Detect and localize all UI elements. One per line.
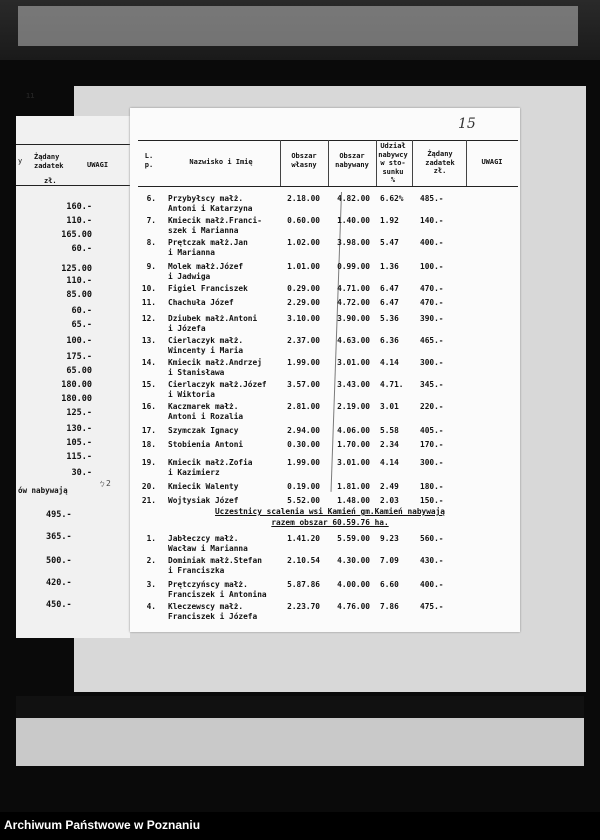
header-divider xyxy=(280,140,281,186)
row-area-acquired: 4.72.00 xyxy=(337,298,370,307)
back-mark: ㄅ2 xyxy=(98,479,111,488)
archive-label: Archiwum Państwowe w Poznaniu xyxy=(4,818,201,832)
row-area-acquired: 1.40.00 xyxy=(337,216,370,225)
row-number: 15. xyxy=(141,380,156,389)
row-deposit: 390.- xyxy=(420,314,444,323)
row-area-acquired: 1.81.00 xyxy=(337,482,370,491)
row-area-own: 1.99.00 xyxy=(287,358,320,367)
header-bottom-rule xyxy=(138,186,518,187)
row-name: Cierlaczyk małż. Wincenty i Maria xyxy=(168,336,244,355)
row-number: 16. xyxy=(141,402,156,411)
row-deposit: 470.- xyxy=(420,284,444,293)
back-sheet xyxy=(16,116,130,638)
row-number: 19. xyxy=(141,458,156,467)
back-value: 30.- xyxy=(71,468,92,478)
row-name: Molek małż.Józef i Jadwiga xyxy=(168,262,244,281)
row-share: 1.92 xyxy=(380,216,399,225)
row-area-own: 2.29.00 xyxy=(287,298,320,307)
row-share: 4.14 xyxy=(380,458,399,467)
row-number: 14. xyxy=(141,358,156,367)
row-area-own: 1.99.00 xyxy=(287,458,320,467)
row-share: 7.86 xyxy=(380,602,399,611)
row-name: Chachuła Józef xyxy=(168,298,234,307)
page-number: 15 xyxy=(458,116,476,132)
row-area-own: 3.10.00 xyxy=(287,314,320,323)
back-sheet-header xyxy=(16,144,130,186)
row-number: 1. xyxy=(146,534,156,543)
header-name: Nazwisko i Imię xyxy=(189,158,253,166)
header-area-acquired: Obszar nabywany xyxy=(335,152,369,169)
row-deposit: 400.- xyxy=(420,580,444,589)
row-name: Cierlaczyk małż.Józef i Wiktoria xyxy=(168,380,267,399)
row-area-own: 1.01.00 xyxy=(287,262,320,271)
back-note: ów nabywają xyxy=(18,486,68,495)
back-header-notes: UWAGI xyxy=(87,161,109,169)
header-divider xyxy=(376,140,377,186)
row-area-own: 1.41.20 xyxy=(287,534,320,543)
row-name: Szymczak Ignacy xyxy=(168,426,239,435)
row-deposit: 400.- xyxy=(420,238,444,247)
row-deposit: 430.- xyxy=(420,556,444,565)
row-name: Prętczyńscy małż. Franciszek i Antonina xyxy=(168,580,267,599)
row-number: 18. xyxy=(141,440,156,449)
row-area-acquired: 4.63.00 xyxy=(337,336,370,345)
row-area-own: 2.94.00 xyxy=(287,426,320,435)
row-name: Dominiak małż.Stefan i Franciszka xyxy=(168,556,262,575)
row-area-acquired: 4.76.00 xyxy=(337,602,370,611)
document-page xyxy=(130,108,520,632)
row-area-own: 0.29.00 xyxy=(287,284,320,293)
row-deposit: 300.- xyxy=(420,458,444,467)
row-deposit: 345.- xyxy=(420,380,444,389)
back-header-y: y xyxy=(18,157,23,165)
row-area-acquired: 4.00.00 xyxy=(337,580,370,589)
row-area-own: 2.37.00 xyxy=(287,336,320,345)
row-area-acquired: 4.30.00 xyxy=(337,556,370,565)
row-number: 20. xyxy=(141,482,156,491)
row-name: Figiel Franciszek xyxy=(168,284,248,293)
row-area-acquired: 2.19.00 xyxy=(337,402,370,411)
row-name: Stobienia Antoni xyxy=(168,440,244,449)
row-area-own: 3.57.00 xyxy=(287,380,320,389)
back-value-2: 365.- xyxy=(46,532,72,542)
back-value: 60.- xyxy=(71,244,92,254)
row-share: 5.36 xyxy=(380,314,399,323)
row-area-own: 2.81.00 xyxy=(287,402,320,411)
back-value: 180.00 xyxy=(61,380,92,390)
row-name: Kleczewscy małż. Franciszek i Józefa xyxy=(168,602,258,621)
film-band xyxy=(16,696,584,718)
row-share: 7.09 xyxy=(380,556,399,565)
row-share: 5.47 xyxy=(380,238,399,247)
back-value: 85.00 xyxy=(66,290,92,300)
row-name: Kmiecik małż.Andrzej i Stanisława xyxy=(168,358,262,377)
row-name: Kmiecik małż.Franci- szek i Marianna xyxy=(168,216,262,235)
microfilm-bottom xyxy=(16,696,584,766)
row-share: 2.34 xyxy=(380,440,399,449)
row-share: 6.47 xyxy=(380,298,399,307)
row-share: 4.14 xyxy=(380,358,399,367)
back-value: 180.00 xyxy=(61,394,92,404)
back-value-2: 450.- xyxy=(46,600,72,610)
back-value-2: 420.- xyxy=(46,578,72,588)
back-value: 165.00 xyxy=(61,230,92,240)
row-share: 6.62% xyxy=(380,194,404,203)
row-number: 4. xyxy=(146,602,156,611)
back-value: 130.- xyxy=(66,424,92,434)
back-value: 125.- xyxy=(66,408,92,418)
header-divider xyxy=(466,140,467,186)
back-value: 60.- xyxy=(71,306,92,316)
row-area-acquired: 1.70.00 xyxy=(337,440,370,449)
row-deposit: 150.- xyxy=(420,496,444,505)
row-name: Przybyłscy małż. Antoni i Katarzyna xyxy=(168,194,253,213)
row-deposit: 300.- xyxy=(420,358,444,367)
row-area-acquired: 3.98.00 xyxy=(337,238,370,247)
row-share: 9.23 xyxy=(380,534,399,543)
header-divider xyxy=(328,140,329,186)
header-share: Udział nabywcy w sto- sunku % xyxy=(378,142,408,184)
row-number: 21. xyxy=(141,496,156,505)
left-marker: 11 xyxy=(26,92,35,100)
film-top-light xyxy=(18,6,578,46)
header-area-own: Obszar własny xyxy=(291,152,317,169)
back-value: 160.- xyxy=(66,202,92,212)
row-area-own: 0.60.00 xyxy=(287,216,320,225)
row-deposit: 100.- xyxy=(420,262,444,271)
film-top-strip xyxy=(0,0,600,60)
row-area-own: 1.02.00 xyxy=(287,238,320,247)
row-number: 9. xyxy=(146,262,156,271)
row-number: 17. xyxy=(141,426,156,435)
row-area-acquired: 1.48.00 xyxy=(337,496,370,505)
back-header-deposit: Żądany zadatek xyxy=(34,153,64,170)
row-deposit: 220.- xyxy=(420,402,444,411)
row-area-own: 0.19.00 xyxy=(287,482,320,491)
row-share: 2.03 xyxy=(380,496,399,505)
row-name: Kmiecik Walenty xyxy=(168,482,239,491)
row-number: 10. xyxy=(141,284,156,293)
row-area-own: 2.18.00 xyxy=(287,194,320,203)
row-share: 2.49 xyxy=(380,482,399,491)
row-area-acquired: 3.01.00 xyxy=(337,458,370,467)
row-deposit: 560.- xyxy=(420,534,444,543)
back-value: 105.- xyxy=(66,438,92,448)
row-number: 2. xyxy=(146,556,156,565)
row-number: 6. xyxy=(146,194,156,203)
header-notes: UWAGI xyxy=(481,158,503,166)
header-divider xyxy=(412,140,413,186)
back-value-2: 495.- xyxy=(46,510,72,520)
row-name: Prętczak małż.Jan i Marianna xyxy=(168,238,248,257)
row-deposit: 475.- xyxy=(420,602,444,611)
row-number: 8. xyxy=(146,238,156,247)
row-area-own: 2.10.54 xyxy=(287,556,320,565)
row-share: 5.58 xyxy=(380,426,399,435)
row-share: 6.60 xyxy=(380,580,399,589)
row-share: 3.01 xyxy=(380,402,399,411)
back-header-currency: zł. xyxy=(44,177,57,185)
header-deposit: Żądany zadatek zł. xyxy=(425,150,455,175)
row-deposit: 470.- xyxy=(420,298,444,307)
row-number: 3. xyxy=(146,580,156,589)
row-share: 6.36 xyxy=(380,336,399,345)
row-area-acquired: 4.82.00 xyxy=(337,194,370,203)
back-value: 100.- xyxy=(66,336,92,346)
row-deposit: 485.- xyxy=(420,194,444,203)
back-value: 65.- xyxy=(71,320,92,330)
row-number: 11. xyxy=(141,298,156,307)
row-deposit: 140.- xyxy=(420,216,444,225)
row-area-own: 2.23.70 xyxy=(287,602,320,611)
row-deposit: 405.- xyxy=(420,426,444,435)
back-value: 175.- xyxy=(66,352,92,362)
footer-bar xyxy=(0,812,600,840)
row-area-own: 5.87.86 xyxy=(287,580,320,589)
row-area-acquired: 5.59.00 xyxy=(337,534,370,543)
row-area-acquired: 3.43.00 xyxy=(337,380,370,389)
row-name: Wojtysiak Józef xyxy=(168,496,239,505)
back-value: 115.- xyxy=(66,452,92,462)
row-deposit: 180.- xyxy=(420,482,444,491)
row-deposit: 170.- xyxy=(420,440,444,449)
row-share: 1.36 xyxy=(380,262,399,271)
row-name: Kaczmarek małż. Antoni i Rozalia xyxy=(168,402,244,421)
row-share: 6.47 xyxy=(380,284,399,293)
row-deposit: 465.- xyxy=(420,336,444,345)
row-number: 12. xyxy=(141,314,156,323)
back-value: 110.- xyxy=(66,216,92,226)
row-area-acquired: 0.99.00 xyxy=(337,262,370,271)
row-area-acquired: 3.01.00 xyxy=(337,358,370,367)
row-area-acquired: 4.06.00 xyxy=(337,426,370,435)
section-line-2: razem obszar 60.59.76 ha. xyxy=(271,518,389,527)
back-value: 125.00 xyxy=(61,264,92,274)
header-lp: L. p. xyxy=(144,152,154,169)
row-area-acquired: 3.90.00 xyxy=(337,314,370,323)
back-value: 65.00 xyxy=(66,366,92,376)
back-value: 110.- xyxy=(66,276,92,286)
section-heading xyxy=(210,506,450,528)
row-area-own: 5.52.00 xyxy=(287,496,320,505)
row-share: 4.71. xyxy=(380,380,404,389)
row-name: Dziubek małż.Antoni i Józefa xyxy=(168,314,258,333)
row-name: Jabłeczcy małż. Wacław i Marianna xyxy=(168,534,248,553)
row-area-own: 0.30.00 xyxy=(287,440,320,449)
row-number: 13. xyxy=(141,336,156,345)
row-number: 7. xyxy=(146,216,156,225)
back-value-2: 500.- xyxy=(46,556,72,566)
section-line-1: Uczestnicy scalenia wsi Kamień gm.Kamień nabywają xyxy=(214,507,445,516)
row-area-acquired: 4.71.00 xyxy=(337,284,370,293)
row-name: Kmiecik małż.Zofia i Kazimierz xyxy=(168,458,253,477)
